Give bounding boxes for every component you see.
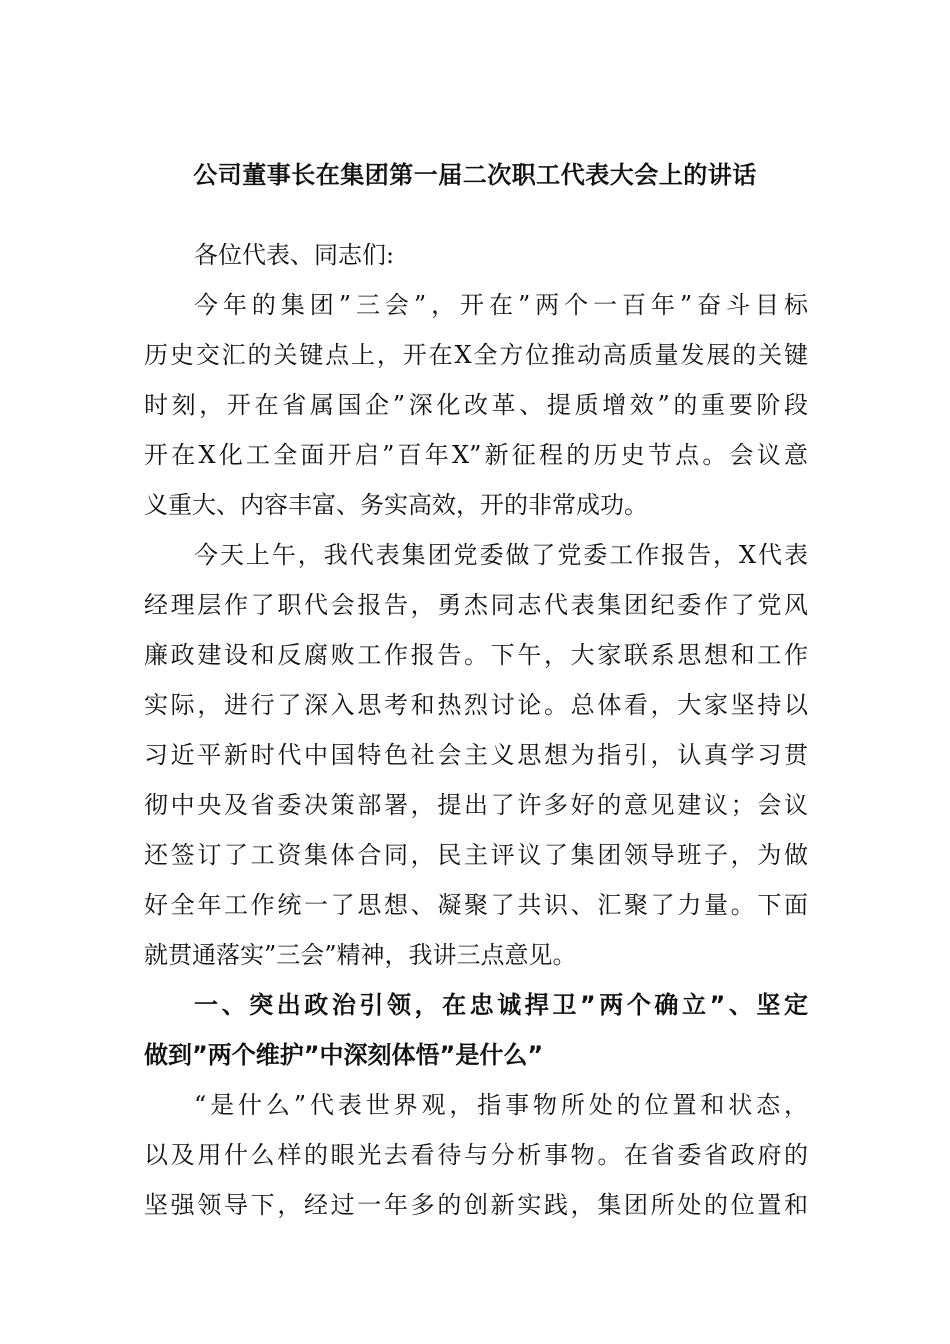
paragraph-line: 坚强领导下，经过一年多的创新实践，集团所处的位置和 (144, 1191, 808, 1219)
paragraph-line: 好全年工作统一了思想、凝聚了共识、汇聚了力量。下面 (144, 891, 808, 919)
paragraph-line: 彻中央及省委决策部署，提出了许多好的意见建议；会议 (144, 791, 808, 819)
paragraph-line: 历史交汇的关键点上，开在X全方位推动高质量发展的关键 (144, 341, 808, 369)
paragraph-3 (144, 1080, 808, 1230)
paragraph-line: 就贯通落实”三会”精神，我讲三点意见。 (144, 941, 577, 969)
paragraph-line: 义重大、内容丰富、务实高效，开的非常成功。 (144, 491, 648, 519)
paragraph-line: 今年的集团”三会”，开在”两个一百年”奋斗目标 (194, 291, 808, 319)
salutation: 各位代表、同志们: (194, 241, 395, 269)
paragraph-line: 习近平新时代中国特色社会主义思想为指引，认真学习贯 (144, 741, 808, 769)
paragraph-line: 以及用什么样的眼光去看待与分析事物。在省委省政府的 (144, 1141, 808, 1169)
paragraph-line: “是什么”代表世界观，指事物所处的位置和状态， (194, 1091, 808, 1119)
paragraph-line: 开在X化工全面开启”百年X”新征程的历史节点。会议意 (144, 441, 808, 469)
document-body (144, 230, 808, 1230)
paragraph-line: 实际，进行了深入思考和热烈讨论。总体看，大家坚持以 (144, 691, 808, 719)
paragraph-line: 还签订了工资集体合同，民主评议了集团领导班子，为做 (144, 841, 808, 869)
section-1-heading (144, 980, 808, 1080)
heading-line: 做到”两个维护”中深刻体悟”是什么” (144, 1041, 544, 1069)
heading-line: 一、突出政治引领，在忠诚捍卫”两个确立”、坚定 (194, 991, 808, 1019)
paragraph-line: 时刻，开在省属国企”深化改革、提质增效”的重要阶段 (144, 391, 808, 419)
paragraph-1 (144, 280, 808, 530)
document-title: 公司董事长在集团第一届二次职工代表大会上的讲话 (193, 161, 757, 189)
paragraph-line: 廉政建设和反腐败工作报告。下午，大家联系思想和工作 (144, 641, 808, 669)
paragraph-2 (144, 530, 808, 980)
paragraph-line: 今天上午，我代表集团党委做了党委工作报告，X代表 (194, 541, 808, 569)
paragraph-line: 经理层作了职代会报告，勇杰同志代表集团纪委作了党风 (144, 591, 808, 619)
